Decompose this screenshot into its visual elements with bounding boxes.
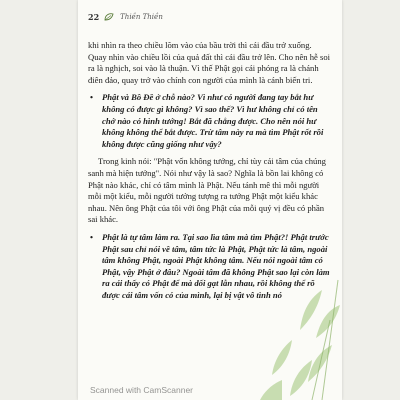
page-number: 22 (88, 12, 100, 22)
bullet-icon: • (90, 231, 94, 242)
leaf-icon (104, 13, 114, 21)
book-page (78, 0, 342, 400)
body-paragraph: khi nhìn ra theo chiều lõm vào của bầu trời thì cái đầu trở xuống. Quay nhìn vào chiều lồi của quả đất thì cái đầu trở lên. Cho nên hễ soi ra là nghịch, soi vào là thuận. Vì thế Phật gọi cái phóng ra là chánh điên đảo, quay trở vào chính con người của mình là cánh biến tri. (88, 40, 331, 85)
bullet-paragraph (88, 232, 332, 302)
paragraph-text: Phật là tự tâm làm ra. Tại sao lìa tâm mà tìm Phật?! Phật trước Phật sau chỉ nói về tâm, tâm tức là Phật, Phật tức là tâm, ngoài tâm không Phật, ngoài Phật không tâm. Nếu nói ngoài tâm có Phật, vậy Phật ở đâu? Ngoài tâm đã không Phật sao lại còn làm ra cái thấy có Phật để mà dối gạt lẫn nhau, rồi không thể rõ được cái tâm vốn có của mình, lại bị vật vô tình nó (102, 231, 330, 300)
bullet-icon: • (90, 92, 94, 103)
paragraph-text: Phật và Bồ Đề ở chỗ nào? Vì như có người đang tay bắt hư không có được gì không? Vì sao thế? Vì hư không chỉ có tên chớ nào có hình tướng! Bắt đã chẳng được. Cho nên nói hư không không thể bắt được. Trừ tâm này ra mà tìm Phật rốt rồi không được cũng giống như vậy? (102, 92, 324, 149)
book-title: Thiền Thiền (120, 13, 163, 21)
page-body (88, 40, 332, 301)
page-header (88, 10, 163, 24)
scanner-watermark: Scanned with CamScanner (90, 385, 194, 395)
bullet-paragraph (88, 92, 332, 150)
body-paragraph: Trong kinh nói: "Phật vốn không tướng, chỉ tùy cái tâm của chúng sanh mà hiện tướng". Nói như vậy là sao? Nghĩa là bồn lai không có Phật nào khác, chỉ có tâm mình là Phật. Nếu tánh mê thì mỗi người mỗi một kiểu, mỗi người tưởng tượng ra tướng Phật một kiểu khác nhau. Nên ông Phật của tôi với ông Phật của mỗi quý vị đều có phần sai khác. (88, 156, 326, 225)
